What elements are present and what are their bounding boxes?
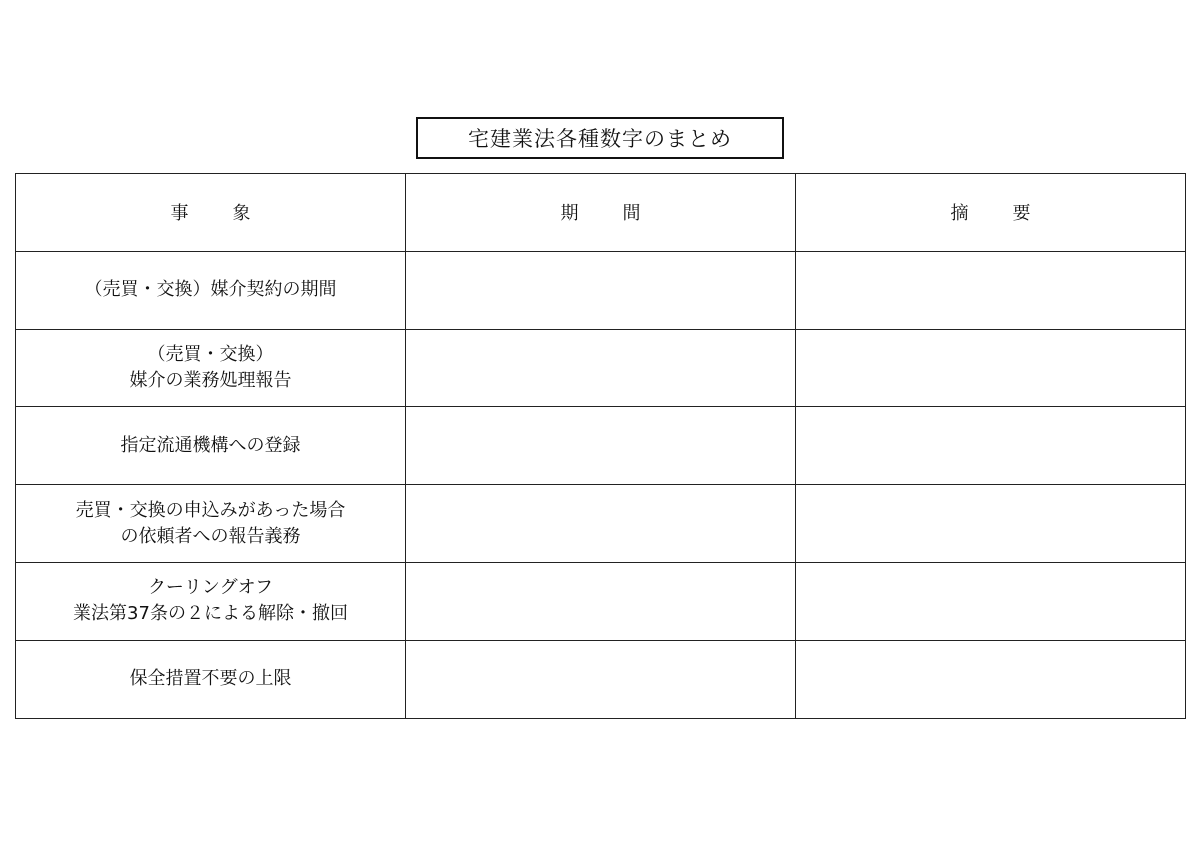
period-cell[interactable] [406, 562, 796, 640]
event-cell [16, 640, 406, 718]
period-cell[interactable] [406, 485, 796, 563]
header-notes [796, 174, 1186, 252]
period-cell[interactable] [406, 329, 796, 407]
header-period-char-1: 期 [560, 203, 579, 225]
event-text: 指定流通機構への登録 [120, 434, 301, 456]
header-row [16, 174, 1186, 252]
table-row [16, 251, 1186, 329]
event-text: 媒介の業務処理報告 [129, 369, 292, 391]
event-text: 売買・交換の申込みがあった場合 [75, 499, 346, 521]
notes-cell[interactable] [796, 251, 1186, 329]
header-event-char-1: 事 [170, 203, 189, 225]
period-cell[interactable] [406, 407, 796, 485]
header-notes-char-2: 要 [1012, 203, 1031, 225]
notes-cell[interactable] [796, 562, 1186, 640]
notes-cell[interactable] [796, 329, 1186, 407]
table-row [16, 562, 1186, 640]
header-event-char-2: 象 [232, 203, 251, 225]
table-row [16, 485, 1186, 563]
header-event [16, 174, 406, 252]
notes-cell[interactable] [796, 640, 1186, 718]
event-text: の依頼者への報告義務 [120, 525, 301, 547]
period-cell[interactable] [406, 640, 796, 718]
event-cell [16, 562, 406, 640]
summary-table [15, 173, 1186, 719]
event-text: （売買・交換） [147, 343, 274, 365]
event-cell [16, 329, 406, 407]
table-row [16, 640, 1186, 718]
event-text: （売買・交換）媒介契約の期間 [84, 279, 337, 301]
event-text: 保全措置不要の上限 [129, 668, 292, 690]
header-notes-char-1: 摘 [950, 203, 969, 225]
period-cell[interactable] [406, 251, 796, 329]
notes-cell[interactable] [796, 485, 1186, 563]
table-row [16, 329, 1186, 407]
event-cell [16, 407, 406, 485]
document-title: 宅建業法各種数字のまとめ [416, 117, 784, 159]
event-cell [16, 251, 406, 329]
event-text: 業法第37条の２による解除・撤回 [73, 603, 348, 625]
event-cell [16, 485, 406, 563]
header-period [406, 174, 796, 252]
header-period-char-2: 間 [622, 203, 641, 225]
event-text: クーリングオフ [147, 577, 274, 599]
table-row [16, 407, 1186, 485]
notes-cell[interactable] [796, 407, 1186, 485]
